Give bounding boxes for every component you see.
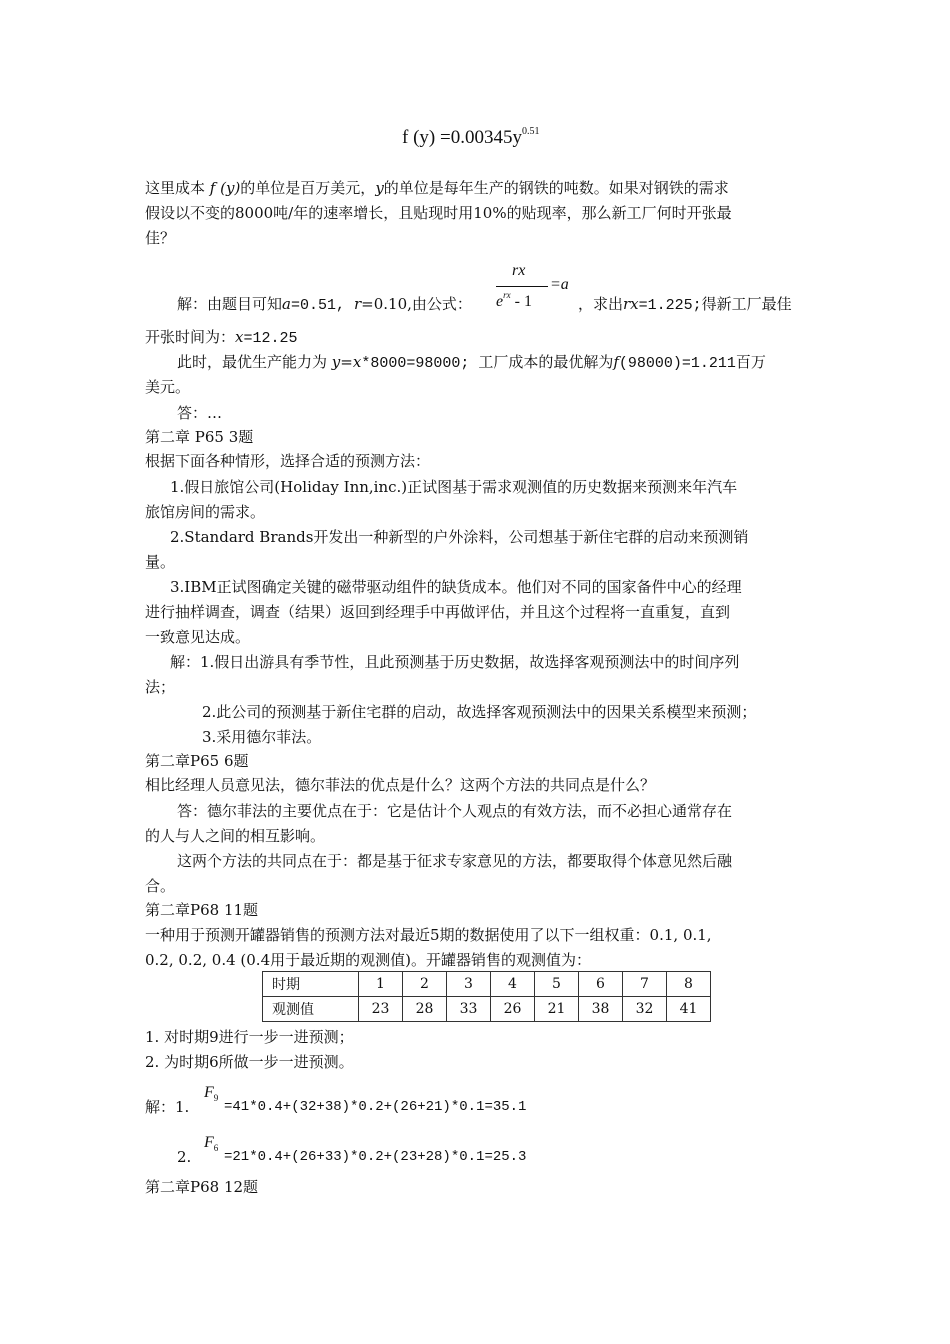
- table-cell: 6: [579, 972, 623, 997]
- table-cell: 38: [579, 997, 623, 1022]
- formula-cost-exponent: 0.51: [521, 126, 540, 137]
- text-segment: *8000=98000; 工厂成本的最优解为: [361, 355, 614, 372]
- var-r: r: [353, 295, 362, 313]
- q11-line-2: 0.2, 0.2, 0.4 (0.4用于最近期的观测值)。开罐器销售的观测值为：: [145, 951, 591, 969]
- text-segment: =: [340, 353, 353, 371]
- fraction-numerator: rx: [512, 262, 526, 279]
- formula-cost-text: f (y) =0.00345y: [402, 127, 522, 148]
- q3-item-3-line-2: 进行抽样调查，调查（结果）返回到经理手中再做评估，并且这个过程将一直重复，直到: [145, 603, 731, 621]
- text-segment: 的单位是百万美元，: [240, 179, 376, 197]
- section-heading-ch2-q12: 第二章P68 12题: [145, 1178, 259, 1196]
- answer-ellipsis: 答：…: [177, 404, 223, 422]
- table-row-label: 时期: [263, 972, 359, 997]
- symbol-F: F: [204, 1084, 214, 1101]
- a6-para-2-line-2: 合。: [145, 877, 176, 895]
- a11-item-1-prefix: 解：1.: [145, 1098, 190, 1116]
- q11-line-1: 一种用于预测开罐器销售的预测方法对最近5期的数据使用了以下一组权重：0.1, 0.1,: [145, 926, 712, 944]
- a6-para-2-line-1: 这两个方法的共同点在于：都是基于征求专家意见的方法，都要取得个体意见然后融: [177, 852, 733, 870]
- text-segment: ，求出: [578, 295, 624, 313]
- formula-fraction: [494, 262, 572, 312]
- problem-statement-line-3: 佳？: [145, 229, 176, 247]
- var-f-y: f (y): [209, 179, 241, 197]
- table-cell: 21: [535, 997, 579, 1022]
- var-f: f: [613, 353, 619, 371]
- text-segment: 解：由题目可知: [177, 295, 283, 313]
- den-base: e: [496, 293, 504, 310]
- table-cell: 8: [667, 972, 711, 997]
- symbol-subscript: 9: [213, 1093, 219, 1104]
- table-cell: 33: [447, 997, 491, 1022]
- solution-line-2: [145, 327, 298, 349]
- table-cell: 32: [623, 997, 667, 1022]
- q6-question: 相比经理人员意见法，德尔菲法的优点是什么？这两个方法的共同点是什么？: [145, 776, 656, 794]
- text-segment: 此时，最优生产能力为: [177, 353, 332, 371]
- a6-para-1-line-1: 答：德尔菲法的主要优点在于：它是估计个人观点的有效方法，而不必担心通常存在: [177, 802, 733, 820]
- text-segment: =0.10,由公式：: [361, 295, 472, 313]
- q3-item-1-line-2: 旅馆房间的需求。: [145, 503, 266, 521]
- q3-item-2-line-2: 量。: [145, 553, 176, 571]
- q3-item-3-line-1: 3.IBM正试图确定关键的磁带驱动组件的缺货成本。他们对不同的国家备件中心的经理: [170, 578, 742, 596]
- fraction-equals: =a: [550, 276, 569, 293]
- table-cell: 2: [403, 972, 447, 997]
- a11-item-2-expression: =21*0.4+(26+33)*0.2+(23+28)*0.1=25.3: [224, 1149, 527, 1165]
- problem-statement-line-2: 假设以不变的8000吨/年的速率增长，且贴现时用10%的贴现率，那么新工厂何时开张最: [145, 204, 732, 222]
- text-segment: =12.25: [243, 330, 298, 347]
- table-cell: 7: [623, 972, 667, 997]
- text-segment: =1.225;得新工厂最佳: [638, 297, 792, 314]
- table-cell: 5: [535, 972, 579, 997]
- a3-item-3: 3.采用德尔菲法。: [202, 728, 322, 746]
- q11-item-2: 2. 为时期6所做一步一进预测。: [145, 1053, 354, 1071]
- var-x: x: [352, 353, 362, 371]
- table-cell: 4: [491, 972, 535, 997]
- section-heading-ch2-q11: 第二章P68 11题: [145, 901, 259, 919]
- table-row-values: [263, 997, 711, 1022]
- section-heading-ch2-q6: 第二章P65 6题: [145, 752, 249, 770]
- a11-item-1-expression: =41*0.4+(32+38)*0.2+(26+21)*0.1=35.1: [224, 1099, 527, 1115]
- symbol-F6: [204, 1134, 218, 1153]
- table-cell: 41: [667, 997, 711, 1022]
- fraction-denominator: [496, 290, 532, 311]
- a11-item-2-prefix: 2.: [177, 1148, 192, 1166]
- a6-para-1-line-2: 的人与人之间的相互影响。: [145, 827, 326, 845]
- fraction-bar: [496, 286, 548, 287]
- q3-item-2-line-1: 2.Standard Brands开发出一种新型的户外涂料，公司想基于新住宅群的启动来预测销: [170, 528, 749, 546]
- var-x: x: [235, 328, 244, 346]
- a3-item-1-line-2: 法；: [145, 678, 176, 696]
- formula-cost-function: [402, 126, 539, 149]
- text-segment: 的单位是每年生产的钢铁的吨数。如果对钢铁的需求: [383, 179, 729, 197]
- symbol-F9: [204, 1084, 218, 1103]
- solution-line-4: 美元。: [145, 378, 191, 396]
- den-exponent: rx: [503, 290, 511, 300]
- table-cell: 3: [447, 972, 491, 997]
- text-segment: 这里成本: [145, 179, 206, 197]
- table-cell: 28: [403, 997, 447, 1022]
- a3-item-1-line-1: 解：1.假日出游具有季节性，且此预测基于历史数据，故选择客观预测法中的时间序列: [170, 653, 740, 671]
- var-a: a: [282, 295, 291, 313]
- table-row-label: 观测值: [263, 997, 359, 1022]
- var-y: y: [331, 353, 341, 371]
- den-tail: - 1: [510, 293, 532, 310]
- text-segment: (98000)=1.211百万: [618, 355, 766, 372]
- table-cell: 26: [491, 997, 535, 1022]
- q11-item-1: 1. 对时期9进行一步一进预测；: [145, 1028, 354, 1046]
- symbol-subscript: 6: [213, 1143, 219, 1154]
- q3-item-3-line-3: 一致意见达成。: [145, 628, 251, 646]
- table-row-periods: [263, 972, 711, 997]
- text-segment: 开张时间为：: [145, 328, 236, 346]
- a3-item-2: 2.此公司的预测基于新住宅群的启动，故选择客观预测法中的因果关系模型来预测；: [202, 703, 757, 721]
- q3-intro: 根据下面各种情形，选择合适的预测方法：: [145, 452, 431, 470]
- table-cell: 1: [359, 972, 403, 997]
- solution-line-1b: [578, 294, 792, 316]
- section-heading-ch2-q3: 第二章 P65 3题: [145, 428, 254, 446]
- problem-statement-line-1: [145, 178, 729, 198]
- solution-line-3: [177, 352, 766, 374]
- q3-item-1-line-1: 1.假日旅馆公司(Holiday Inn,inc.)正试图基于需求观测值的历史数据来预测来年汽车: [170, 478, 738, 496]
- symbol-F: F: [204, 1134, 214, 1151]
- text-segment: =0.51,: [290, 297, 354, 314]
- solution-line-1a: [177, 294, 472, 316]
- var-y: y: [375, 179, 384, 197]
- observations-table: [262, 971, 711, 1022]
- table-cell: 23: [359, 997, 403, 1022]
- var-rx: rx: [623, 295, 639, 313]
